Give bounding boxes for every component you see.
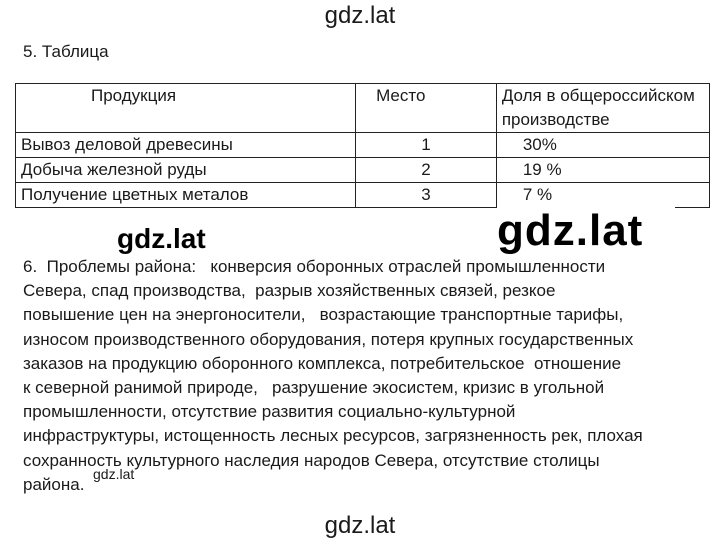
cell-product: Получение цветных металов xyxy=(16,183,356,208)
watermark-middle-left: gdz.lat xyxy=(117,223,206,254)
paragraph-line: 6. Проблемы района: конверсия оборонных отраслей промышленности xyxy=(23,257,606,276)
watermark-small: gdz.lat xyxy=(93,466,135,482)
column-header-share: Доля в общероссийском производстве xyxy=(496,84,709,133)
cell-share: 19 % xyxy=(496,158,709,183)
paragraph-line: Севера, спад производства, разрыв хозяйственных связей, резкое xyxy=(23,281,556,301)
cell-product: Вывоз деловой древесины xyxy=(16,133,356,158)
table-row xyxy=(16,158,710,183)
paragraph-line: инфраструктуры, истощенность лесных ресурсов, загрязненность рек, плохая xyxy=(23,426,643,446)
watermark-top: gdz.lat xyxy=(324,2,396,29)
paragraph-line: заказов на продукцию оборонного комплекса, потребительское отношение xyxy=(23,353,622,373)
cell-place: 1 xyxy=(356,133,497,158)
paragraph-line: района. xyxy=(23,474,85,494)
paragraph-line: промышленности, отсутствие развития социально-культурной xyxy=(23,402,516,422)
column-header-place: Место xyxy=(356,84,497,133)
cell-share: 7 % xyxy=(496,183,709,208)
cell-place: 2 xyxy=(356,158,497,183)
cell-share: 30% xyxy=(496,133,709,158)
table-row xyxy=(16,133,710,158)
paragraph-line: повышение цен на энергоносители, возрастающие транспортные тарифы, xyxy=(23,305,624,325)
table-header-row xyxy=(16,84,710,133)
cell-product: Добыча железной руды xyxy=(16,158,356,183)
table-row xyxy=(16,183,710,208)
cell-place: 3 xyxy=(356,183,497,208)
section-5-heading: 5. Таблица xyxy=(23,42,109,61)
column-header-product: Продукция xyxy=(16,84,356,133)
watermark-middle-right: gdz.lat xyxy=(497,206,644,255)
paragraph-line: износом производственного оборудования, потеря крупных государственных xyxy=(23,329,634,349)
watermark-bottom: gdz.lat xyxy=(324,512,396,539)
paragraph-line: сохранность культурного наследия народов Севера, отсутствие столицы xyxy=(23,450,600,470)
paragraph-line: к северной ранимой природе, разрушение экосистем, кризис в угольной xyxy=(23,378,605,398)
products-table xyxy=(15,83,710,208)
section-6-paragraph xyxy=(23,255,713,497)
